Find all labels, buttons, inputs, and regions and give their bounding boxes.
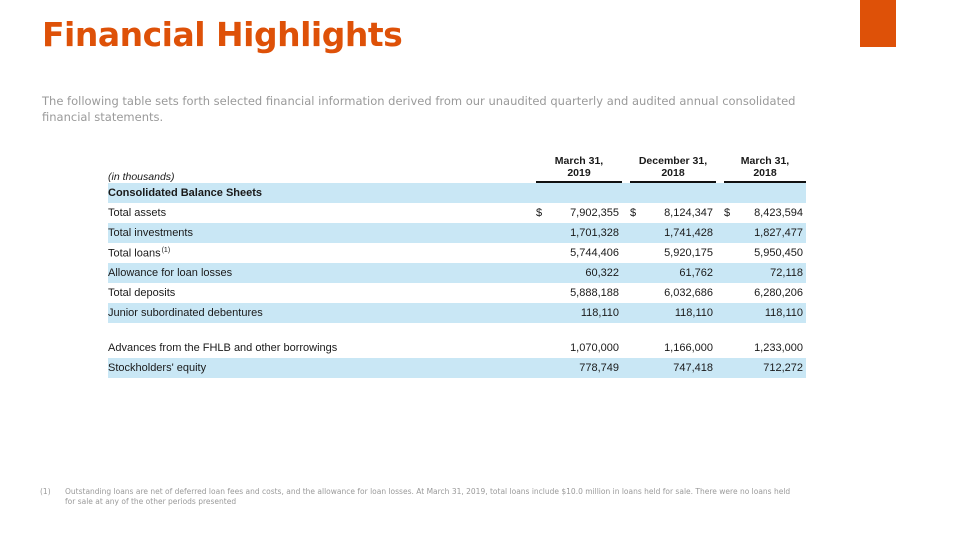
intro-text-line: financial statements. — [42, 110, 164, 124]
value: 8,124,347 — [664, 207, 713, 219]
value-cell — [716, 243, 806, 263]
column-header-march-2018 — [716, 151, 806, 183]
column-header-line: December 31, — [638, 155, 708, 167]
column-header-line: 2018 — [753, 166, 777, 179]
value-cell — [716, 263, 806, 283]
value-cell — [622, 263, 716, 283]
value: 1,827,477 — [754, 227, 803, 239]
value-cell — [622, 338, 716, 358]
footnote — [40, 487, 790, 507]
value: 5,888,188 — [570, 287, 619, 299]
value: 118,110 — [674, 307, 713, 319]
column-header-text — [630, 156, 716, 183]
table-row — [108, 338, 806, 358]
row-label: Total assets — [108, 207, 167, 219]
value-cell — [716, 358, 806, 378]
value-cell — [622, 303, 716, 323]
row-label: Stockholders' equity — [108, 358, 528, 378]
value: 118,110 — [580, 307, 619, 319]
value: 747,418 — [673, 362, 713, 374]
footnote-ref: (1) — [161, 246, 171, 254]
column-header-text — [724, 156, 806, 183]
column-header-text — [536, 156, 622, 183]
value-cell — [716, 203, 806, 223]
footnote-marker: (1) — [40, 487, 51, 496]
table-row — [108, 283, 806, 303]
row-label: Junior subordinated debentures — [108, 303, 528, 323]
value: 1,233,000 — [754, 342, 803, 354]
value: 1,070,000 — [570, 342, 619, 354]
value-cell — [622, 223, 716, 243]
column-header-line: March 31, — [554, 155, 604, 167]
column-header-line: 2018 — [661, 166, 685, 179]
value-cell — [528, 358, 622, 378]
spacer-cell — [108, 323, 806, 338]
value: 6,280,206 — [754, 287, 803, 299]
value: 118,110 — [764, 307, 803, 319]
value-cell — [716, 303, 806, 323]
accent-square — [860, 0, 896, 47]
column-header-december-2018 — [622, 151, 716, 183]
value-cell — [528, 203, 622, 223]
table-row — [108, 203, 806, 223]
value-cell — [622, 283, 716, 303]
row-label: Total deposits — [108, 287, 176, 299]
unit-label: (in thousands) — [108, 171, 175, 183]
page-title: Financial Highlights — [42, 15, 403, 54]
value: 1,166,000 — [664, 342, 713, 354]
value-cell — [528, 303, 622, 323]
section-header-row — [108, 183, 806, 203]
value-cell — [528, 263, 622, 283]
value: 72,118 — [770, 267, 803, 279]
table-row — [108, 263, 806, 283]
value: 1,741,428 — [664, 227, 713, 239]
value: 6,032,686 — [664, 287, 713, 299]
spacer-row — [108, 323, 806, 338]
section-title: Consolidated Balance Sheets — [108, 183, 806, 203]
value-cell — [528, 283, 622, 303]
value-cell — [716, 223, 806, 243]
table-row — [108, 358, 806, 378]
financial-table — [108, 151, 806, 378]
row-label: Allowance for loan losses — [108, 263, 528, 283]
column-header-march-2019 — [528, 151, 622, 183]
footnote-text — [65, 487, 790, 507]
value-cell — [716, 283, 806, 303]
row-label: Advances from the FHLB and other borrowings — [108, 342, 338, 354]
value: 61,762 — [679, 267, 713, 279]
value: 778,749 — [579, 362, 619, 374]
value-cell — [622, 203, 716, 223]
row-label: Total loans$^{(1)}$ — [108, 246, 171, 260]
value: 5,744,406 — [570, 247, 619, 259]
dollar-sign: $ — [724, 207, 731, 219]
row-label: Total investments — [108, 223, 528, 243]
value: 7,902,355 — [570, 207, 619, 219]
table-row — [108, 243, 806, 263]
value-cell — [528, 243, 622, 263]
table-row — [108, 223, 806, 243]
value: 1,701,328 — [570, 227, 619, 239]
value: 5,920,175 — [664, 247, 713, 259]
dollar-sign: $ — [536, 207, 543, 219]
value: 8,423,594 — [754, 207, 803, 219]
footnote-line: Outstanding loans are net of deferred loan fees and costs, and the allowance for loan losses. At March 31, 2019, total loans include $10.0 million in loans held for sale. There were no loans held — [65, 487, 791, 496]
intro-text — [42, 93, 796, 125]
value-cell — [528, 338, 622, 358]
footnote-line: for sale at any of the other periods presented — [65, 497, 237, 506]
intro-text-line: The following table sets forth selected financial information derived from our unaudited quarterly and audited annual consolidated — [42, 94, 796, 108]
value-cell — [528, 223, 622, 243]
value: 60,322 — [585, 267, 619, 279]
column-header-line: March 31, — [740, 155, 790, 167]
table-header-row — [108, 151, 806, 183]
value: 712,272 — [763, 362, 803, 374]
column-header-line: 2019 — [567, 166, 591, 179]
table-row — [108, 303, 806, 323]
value: 5,950,450 — [754, 247, 803, 259]
value-cell — [622, 358, 716, 378]
dollar-sign: $ — [630, 207, 637, 219]
value-cell — [622, 243, 716, 263]
value-cell — [716, 338, 806, 358]
